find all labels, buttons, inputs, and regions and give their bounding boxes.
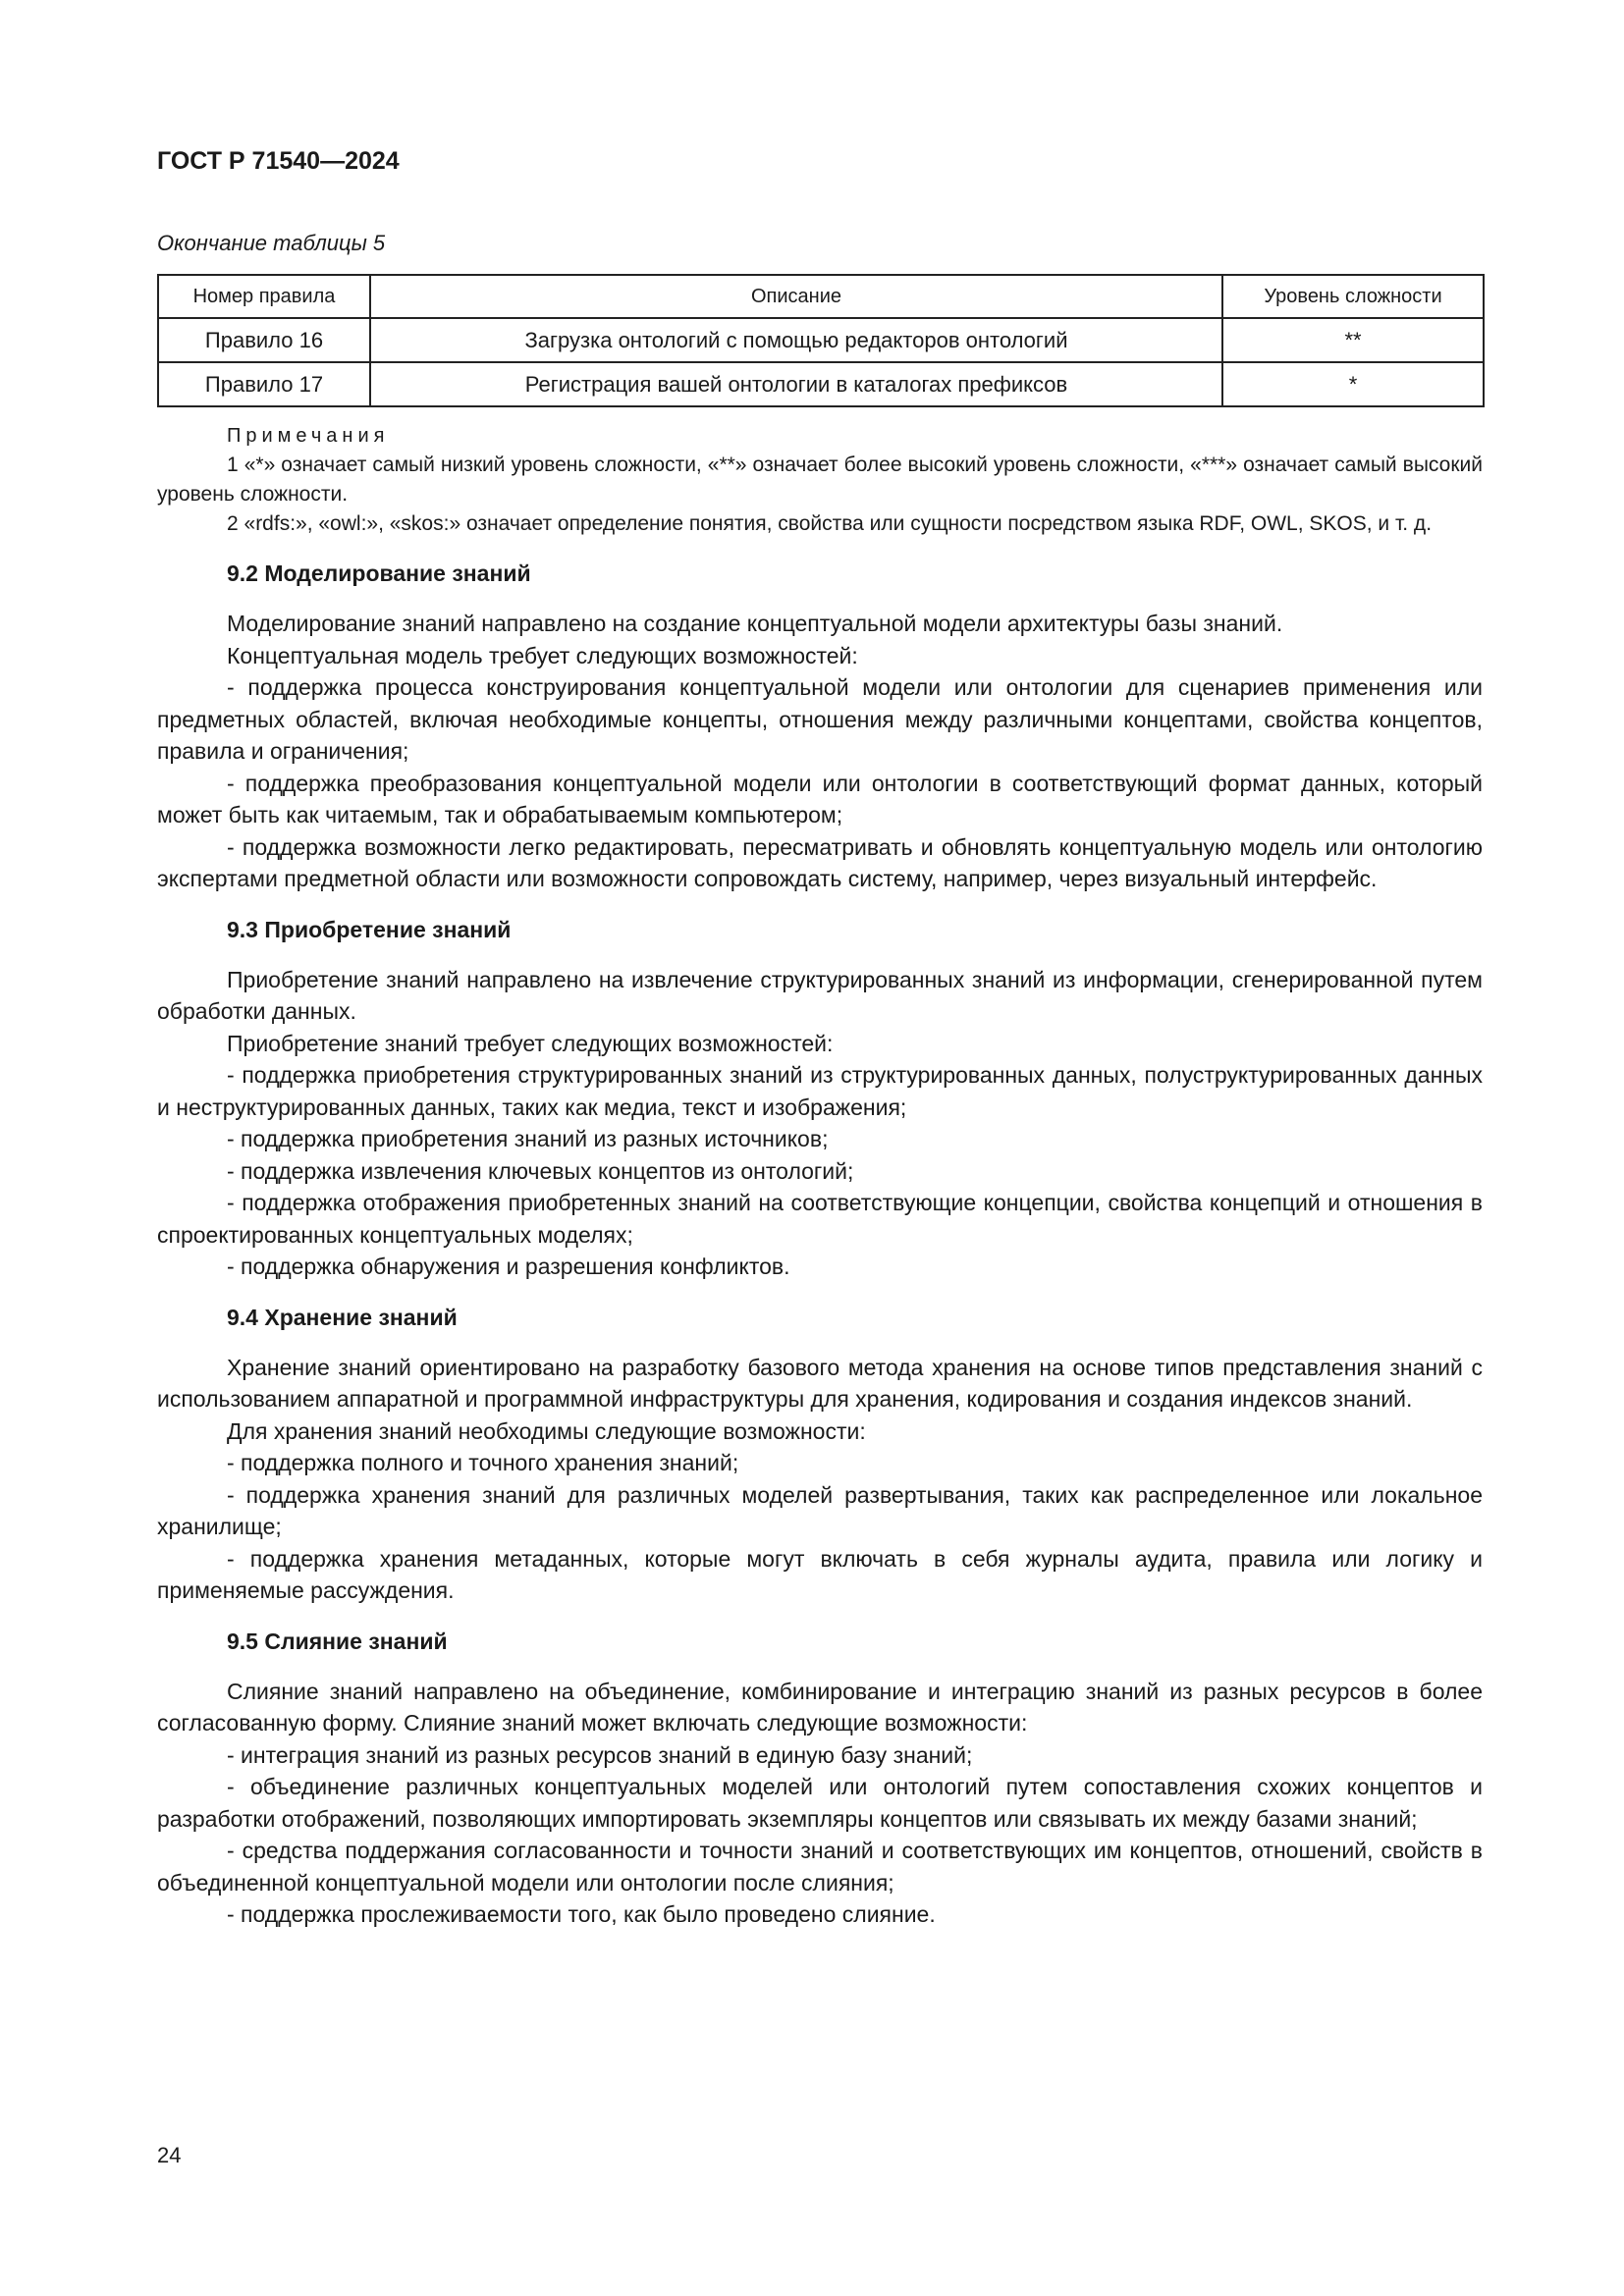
rules-table <box>157 274 1485 407</box>
column-header-rule-number: Номер правила <box>158 275 370 318</box>
paragraph: Для хранения знаний необходимы следующие возможности: <box>227 1417 866 1444</box>
list-item: - поддержка преобразования концептуальной модели или онтологии в соответствующий формат данных, который может быть как читаемым, так и обрабатываемым компьютером; <box>157 770 1483 828</box>
list-item: - поддержка возможности легко редактировать, пересматривать и обновлять концептуальную модель или онтологию экспертами предметной области или возможности сопровождать систему, например, через визуальный интерфейс. <box>157 833 1483 891</box>
list-item: - поддержка приобретения структурированных знаний из структурированных данных, полуструктурированных данных и неструктурированных данных, таких как медиа, текст и изображения; <box>157 1062 1483 1120</box>
list-item: - поддержка извлечения ключевых концептов из онтологий; <box>227 1157 854 1184</box>
page-number: 24 <box>157 2143 182 2167</box>
paragraph: Приобретение знаний требует следующих возможностей: <box>227 1030 834 1056</box>
list-item: - поддержка хранения знаний для различных моделей развертывания, таких как распределенное или локальное хранилище; <box>157 1481 1483 1539</box>
section-9-2 <box>157 559 1483 895</box>
note-item: 2 «rdfs:», «owl:», «skos:» означает определение понятия, свойства или сущности посредством языка RDF, OWL, SKOS, и т. д. <box>227 512 1433 535</box>
list-item: - поддержка прослеживаемости того, как было проведено слияние. <box>227 1901 936 1927</box>
table-header-row <box>158 275 1484 318</box>
document-header: ГОСТ Р 71540—2024 <box>157 147 400 175</box>
cell-description: Регистрация вашей онтологии в каталогах префиксов <box>370 362 1222 406</box>
section-title: 9.3 Приобретение знаний <box>227 916 512 942</box>
list-item: - поддержка приобретения знаний из разных источников; <box>227 1126 829 1151</box>
paragraph: Приобретение знаний направлено на извлечение структурированных знаний из информации, сгенерированной путем обработки данных. <box>157 966 1483 1024</box>
list-item: - поддержка полного и точного хранения знаний; <box>227 1450 739 1475</box>
note-item: 1 «*» означает самый низкий уровень сложности, «**» означает более высокий уровень сложности, «***» означает самый высокий уровень сложности. <box>157 454 1483 506</box>
section-title: 9.2 Моделирование знаний <box>227 561 531 586</box>
notes-block <box>157 421 1483 539</box>
cell-rule-number: Правило 17 <box>158 362 370 406</box>
list-item: - объединение различных концептуальных моделей или онтологий путем сопоставления схожих концептов и разработки отображений, позволяющих импортировать экземпляры концептов или связывать их между базами знаний; <box>157 1774 1483 1832</box>
cell-complexity: ** <box>1222 318 1484 362</box>
list-item: - поддержка обнаружения и разрешения конфликтов. <box>227 1254 790 1279</box>
section-title: 9.4 Хранение знаний <box>227 1304 458 1330</box>
cell-description: Загрузка онтологий с помощью редакторов онтологий <box>370 318 1222 362</box>
paragraph: Концептуальная модель требует следующих возможностей: <box>227 642 858 668</box>
section-9-5 <box>157 1627 1483 1931</box>
paragraph: Слияние знаний направлено на объединение, комбинирование и интеграцию знаний из разных ресурсов в более согласованную форму. Слияние знаний может включать следующие возможности: <box>157 1678 1483 1735</box>
paragraph: Моделирование знаний направлено на создание концептуальной модели архитектуры базы знаний. <box>227 611 1283 636</box>
column-header-description: Описание <box>370 275 1222 318</box>
list-item: - поддержка отображения приобретенных знаний на соответствующие концепции, свойства концепций и отношения в спроектированных концептуальных моделях; <box>157 1190 1483 1248</box>
cell-rule-number: Правило 16 <box>158 318 370 362</box>
table-caption: Окончание таблицы 5 <box>157 231 386 255</box>
cell-complexity: * <box>1222 362 1484 406</box>
section-9-3 <box>157 915 1483 1283</box>
section-9-4 <box>157 1303 1483 1607</box>
list-item: - средства поддержания согласованности и точности знаний и соответствующих им концептов, отношений, свойств в объединенной концептуальной модели или онтологии после слияния; <box>157 1838 1483 1896</box>
table-row <box>158 362 1484 406</box>
document-page <box>157 147 1483 1931</box>
column-header-complexity: Уровень сложности <box>1222 275 1484 318</box>
table-row <box>158 318 1484 362</box>
list-item: - поддержка хранения метаданных, которые могут включать в себя журналы аудита, правила или логику и применяемые рассуждения. <box>157 1545 1483 1603</box>
notes-title: Примечания <box>227 425 390 447</box>
paragraph: Хранение знаний ориентировано на разработку базового метода хранения на основе типов представления знаний с использованием аппаратной и программной инфраструктуры для хранения, кодирования и создания индексов знаний. <box>157 1354 1483 1412</box>
list-item: - поддержка процесса конструирования концептуальной модели или онтологии для сценариев применения или предметных областей, включая необходимые концепты, отношения между различными концептами, свойства концептов, правила и ограничения; <box>157 674 1483 764</box>
list-item: - интеграция знаний из разных ресурсов знаний в единую базу знаний; <box>227 1741 973 1768</box>
section-title: 9.5 Слияние знаний <box>227 1628 448 1654</box>
